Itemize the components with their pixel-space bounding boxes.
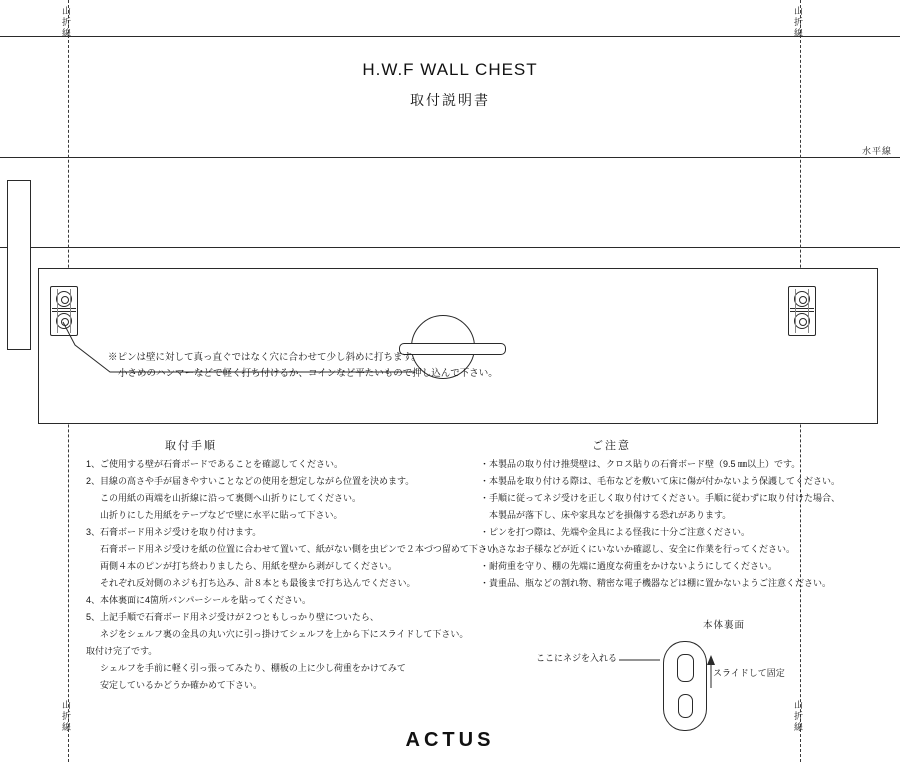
- procedure-item: 4、本体裏面に4箇所バンパーシールを貼ってください。: [86, 595, 312, 605]
- fold-label-top-left: 山折線: [61, 6, 71, 38]
- page-subtitle: 取付説明書: [410, 92, 490, 108]
- horizontal-reference-line: [0, 157, 900, 158]
- procedure-heading: 取付手順: [165, 440, 217, 452]
- pin-note-line-2: 小さめのハンマーなどで軽く打ち付けるか、コインなど平たいもので押し込んで下さい。: [118, 368, 498, 379]
- wall-anchor-plate-right-icon: [788, 286, 816, 336]
- procedure-item: ネジをシェルフ裏の金具の丸い穴に引っ掛けてシェルフを上から下にスライドして下さい。: [100, 629, 469, 639]
- detail-label-slide-fix: スライドして固定: [713, 668, 785, 678]
- procedure-closing-item: 安定しているかどうか確かめて下さい。: [100, 680, 263, 690]
- procedure-item: 両側４本のピンが打ち終わりましたら、用紙を壁から剥がしてください。: [100, 561, 398, 571]
- caution-item: ・ピンを打つ際は、先端や金具による怪我に十分ご注意ください。: [480, 527, 751, 537]
- fold-label-top-right: 山折線: [793, 6, 803, 38]
- fold-label-bottom-right: 山折線: [793, 700, 803, 732]
- horizontal-line-label: 水平線: [861, 146, 892, 156]
- procedure-item: 5、上記手順で石膏ボード用ネジ受けが２つともしっかり壁についたら、: [86, 612, 379, 622]
- top-rule: [0, 36, 900, 37]
- caution-item: ・貴重品、瓶などの割れ物、精密な電子機器などは棚に置かないようご注意ください。: [480, 578, 832, 588]
- procedure-item: 山折りにした用紙をテープなどで壁に水平に貼って下さい。: [100, 510, 343, 520]
- procedure-item: それぞれ反対側のネジも打ち込み、計８本とも最後まで打ち込んでください。: [100, 578, 416, 588]
- procedure-item: 2、目線の高さや手が届きやすいことなどの使用を想定しながら位置を決めます。: [86, 476, 415, 486]
- caution-item: ・本製品の取り付け推奨壁は、クロス貼りの石膏ボード壁（9.5 ㎜以上）です。: [480, 459, 801, 469]
- procedure-list: [86, 456, 505, 694]
- screw-hole-icon: [678, 694, 693, 718]
- caution-item: 本製品が落下し、床や家具などを損傷する恐れがあります。: [480, 510, 732, 520]
- detail-title: 本体裏面: [703, 620, 746, 631]
- procedure-closing-item: 取付け完了です。: [86, 646, 158, 656]
- procedure-item: 3、石膏ボード用ネジ受けを取り付けます。: [86, 527, 262, 537]
- page-title: H.W.F WALL CHEST: [362, 60, 538, 79]
- caution-item: ・小さなお子様などが近くにいないか確認し、安全に作業を行ってください。: [480, 544, 796, 554]
- caution-item: ・手順に従ってネジ受けを正しく取り付けてください。手順に従わずに取り付けた場合、: [480, 493, 841, 503]
- caution-item: ・本製品を取り付ける際は、毛布などを敷いて床に傷が付かないよう保護してください。: [480, 476, 841, 486]
- fold-label-bottom-left: 山折線: [61, 700, 71, 732]
- brand-logo: ACTUS: [405, 729, 495, 751]
- pin-note: [108, 350, 498, 382]
- caution-item: ・耐荷重を守り、棚の先端に過度な荷重をかけないようにしてください。: [480, 561, 778, 571]
- procedure-item: 1、ご使用する壁が石膏ボードであることを確認してください。: [86, 459, 344, 469]
- caution-heading: ご注意: [592, 440, 631, 452]
- shelf-top-rule: [0, 247, 900, 248]
- side-post-drawing: [7, 180, 31, 350]
- screw-slot-icon: [677, 654, 694, 682]
- caution-list: [480, 456, 841, 592]
- back-plate-detail-drawing: [663, 641, 707, 731]
- pin-note-line-1: ※ピンは壁に対して真っ直ぐではなく穴に合わせて少し斜めに打ちます。: [108, 352, 421, 363]
- procedure-item: この用紙の両端を山折線に沿って裏側へ山折りにしてください。: [100, 493, 362, 503]
- procedure-closing-item: シェルフを手前に軽く引っ張ってみたり、棚板の上に少し荷重をかけてみて: [100, 663, 406, 673]
- wall-anchor-plate-left-icon: [50, 286, 78, 336]
- procedure-item: 石膏ボード用ネジ受けを紙の位置に合わせて置いて、紙がない側を虫ピンで２本づつ留めて下さい。: [100, 544, 505, 554]
- detail-label-screw-entry: ここにネジを入れる: [536, 653, 618, 663]
